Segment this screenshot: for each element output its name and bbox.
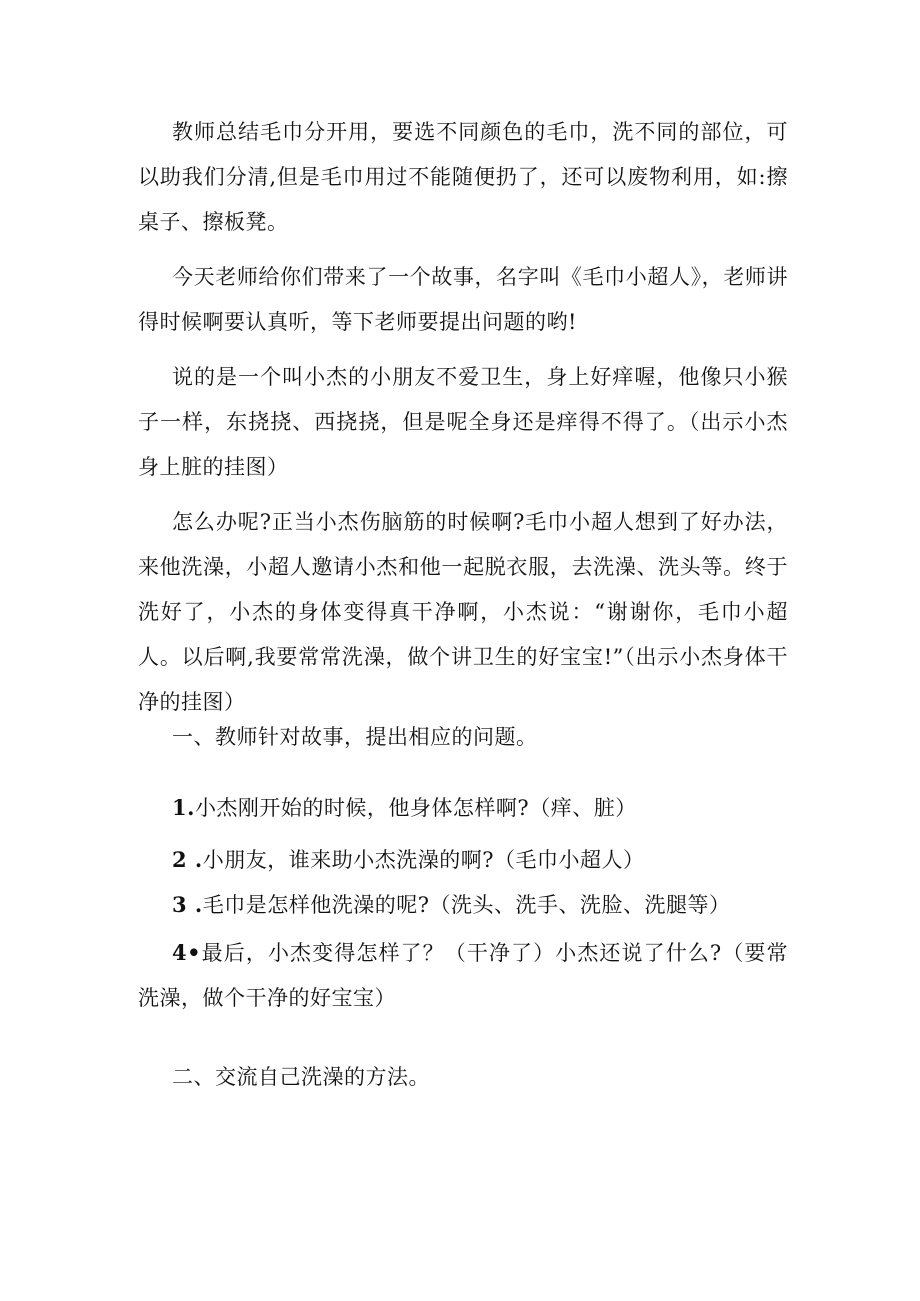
question-number: 1. <box>172 795 195 820</box>
paragraph-story-part2: 怎么办呢?正当小杰伤脑筋的时候啊?毛巾小超人想到了好办法，来他洗澡，小超人邀请小杰和他一起脱衣服，去洗澡、洗头等。终于洗好了，小杰的身体变得真干净啊，小杰说：“谢谢你，毛巾小超人。以后啊,我要常常洗澡，做个讲卫生的好宝宝!”（出示小杰身体干净的挂图） <box>138 510 788 714</box>
question-item <box>138 930 788 1021</box>
question-item <box>138 837 788 883</box>
paragraph-summary: 教师总结毛巾分开用，要选不同颜色的毛巾，洗不同的部位，可以助我们分清,但是毛巾用过不能随便扔了，还可以废物利用，如:擦桌子、擦板凳。 <box>138 120 788 234</box>
question-text: 最后，小杰变得怎样了？（干净了）小杰还说了什么?（要常洗澡，做个干净的好宝宝） <box>138 941 788 1010</box>
section-two-heading: 二、交流自己洗澡的方法。 <box>172 1065 430 1089</box>
question-item <box>138 882 788 928</box>
question-number: 2 . <box>172 847 203 872</box>
section-one-heading: 一、教师针对故事，提出相应的问题。 <box>172 725 538 749</box>
question-text: 毛巾是怎样他洗澡的呢?（洗头、洗手、洗脸、洗腿等） <box>202 893 731 917</box>
paragraph-story-part1: 说的是一个叫小杰的小朋友不爱卫生，身上好痒喔，他像只小猴子一样，东挠挠、西挠挠，但是呢全身还是痒得不得了。（出示小杰身上脏的挂图） <box>138 365 788 479</box>
question-text: 小朋友，谁来助小杰洗澡的啊?（毛巾小超人） <box>202 848 645 872</box>
question-item <box>138 785 788 831</box>
question-number: 3 . <box>172 892 203 917</box>
question-number: 4• <box>172 940 202 965</box>
paragraph-story-intro: 今天老师给你们带来了一个故事，名字叫《毛巾小超人》，老师讲得时候啊要认真听，等下老师要提出问题的哟! <box>138 265 788 334</box>
question-text: 小杰刚开始的时候，他身体怎样啊?（痒、脏） <box>194 796 637 820</box>
